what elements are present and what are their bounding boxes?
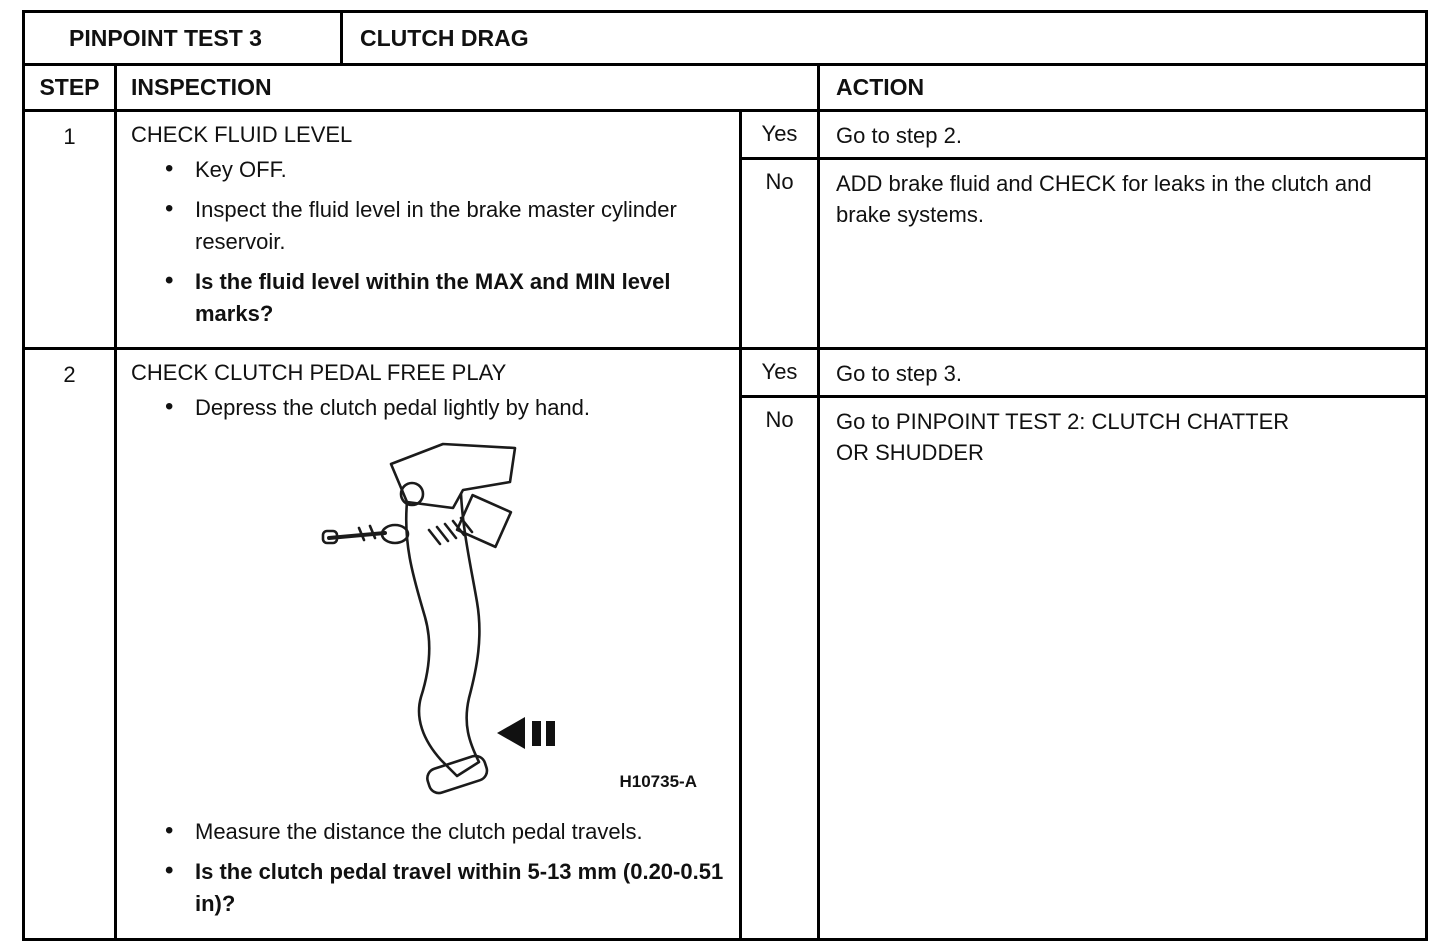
list-item: • Is the fluid level within the MAX and MIN level marks? — [195, 266, 725, 330]
list-item: • Depress the clutch pedal lightly by hand. — [195, 392, 725, 424]
answer-block — [742, 112, 1425, 347]
test-title-label: CLUTCH DRAG — [360, 24, 529, 51]
yes-action-text: Go to step 3. — [836, 361, 962, 387]
figure-area — [131, 432, 729, 810]
table-row-step-2 — [25, 347, 1425, 938]
test-number-label: PINPOINT TEST 3 — [69, 24, 262, 51]
inspection-column-header: INSPECTION — [117, 66, 820, 109]
no-answer-row — [742, 398, 1425, 938]
list-item: • Measure the distance the clutch pedal travels. — [195, 816, 725, 848]
step-column-header: STEP — [25, 66, 117, 109]
yes-answer-row — [742, 350, 1425, 398]
no-answer-row — [742, 160, 1425, 347]
yes-label: Yes — [742, 112, 820, 157]
list-item: • Key OFF. — [195, 154, 725, 186]
column-header-row — [25, 63, 1425, 109]
step-number: 2 — [25, 350, 117, 938]
yes-answer-row — [742, 112, 1425, 160]
test-number-cell — [25, 13, 343, 63]
no-label: No — [742, 160, 820, 347]
yes-label: Yes — [742, 350, 820, 395]
answer-block — [742, 350, 1425, 938]
figure-label: H10735-A — [619, 772, 697, 792]
yes-action-text: Go to step 2. — [836, 123, 962, 148]
table-title-row — [25, 13, 1425, 63]
list-item: • Inspect the fluid level in the brake master cylinder reservoir. — [195, 194, 725, 258]
action-column-header: ACTION — [836, 74, 925, 100]
inspection-cell — [117, 350, 742, 938]
inspection-bullet-list — [131, 392, 729, 424]
inspection-bullet-list — [131, 154, 729, 329]
no-action-text: ADD brake fluid and CHECK for leaks in the clutch and brake systems. — [836, 171, 1372, 227]
inspection-bullet-list — [131, 816, 729, 920]
inspection-cell — [117, 112, 742, 347]
pinpoint-test-table — [22, 10, 1428, 941]
test-title-cell — [343, 13, 1425, 63]
clutch-pedal-illustration — [311, 432, 581, 804]
inspection-title: CHECK FLUID LEVEL — [131, 122, 353, 147]
inspection-title: CHECK CLUTCH PEDAL FREE PLAY — [131, 360, 507, 386]
table-row-step-1 — [25, 109, 1425, 347]
no-label: No — [742, 398, 820, 938]
step-number: 1 — [25, 112, 117, 347]
no-action-text: Go to PINPOINT TEST 2: CLUTCH CHATTER OR SHUDDER — [836, 409, 1290, 466]
list-item: • Is the clutch pedal travel within 5-13 mm (0.20-0.51 in)? — [195, 856, 725, 920]
left-arrow-icon — [497, 717, 555, 749]
